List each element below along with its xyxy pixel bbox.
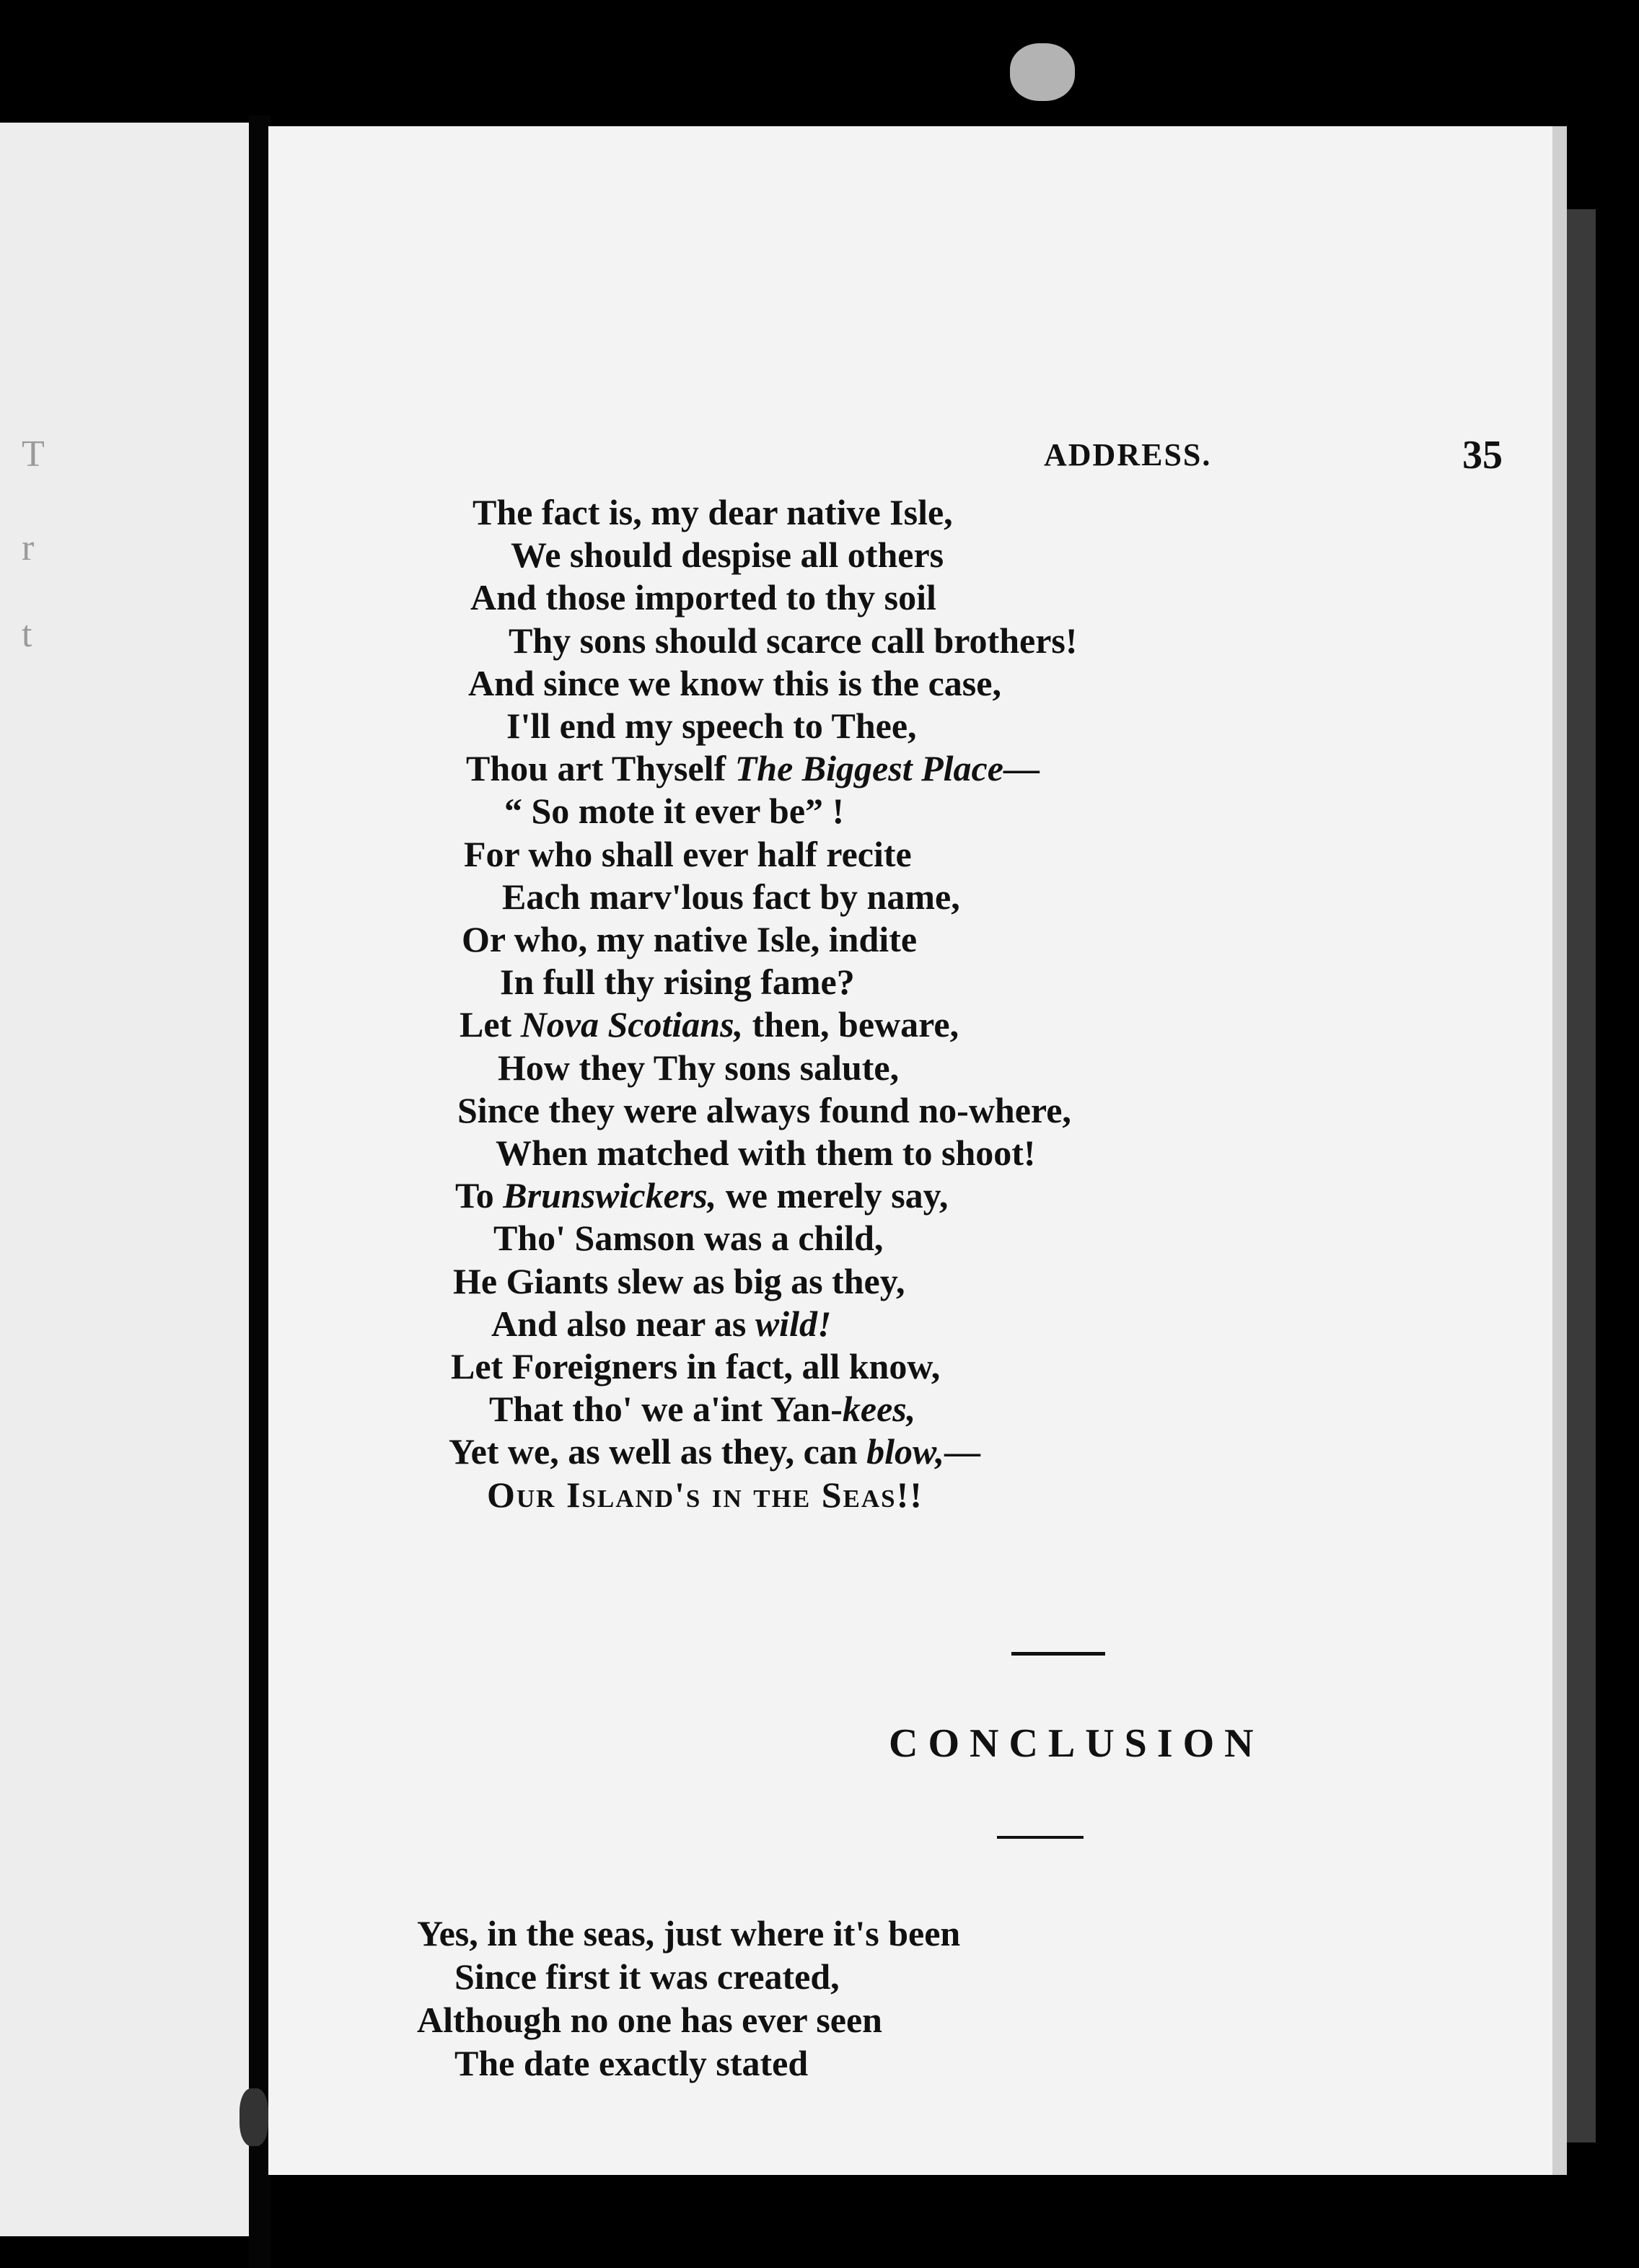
poem-line: Thy sons should scarce call brothers!	[509, 620, 1078, 661]
poem-line-text: —	[1003, 748, 1040, 789]
poem-line-emphasis: Brunswickers,	[503, 1175, 717, 1216]
poem-line	[449, 1430, 980, 1473]
poem-line-emphasis: blow,	[866, 1431, 944, 1472]
poem-line-emphasis: Nova Scotians,	[520, 1004, 744, 1045]
page-header	[268, 433, 1552, 487]
poem-line: Since first it was created,	[454, 1956, 840, 1997]
facing-page	[0, 123, 249, 2236]
facing-page-bleed-glyph: r	[22, 527, 35, 568]
poem-line: He Giants slew as big as they,	[453, 1260, 905, 1301]
poem-line: And since we know this is the case,	[468, 662, 1001, 703]
section-rule	[1011, 1652, 1105, 1656]
poem-line: “ So mote it ever be” !	[504, 791, 845, 832]
paper-damage	[240, 2088, 268, 2146]
poem-line: We should despise all others	[511, 535, 944, 576]
poem-line: Since they were always found no-where,	[457, 1089, 1071, 1130]
poem-line: When matched with them to shoot!	[496, 1133, 1036, 1173]
paper-damage	[1010, 43, 1075, 101]
poem-line: Tho' Samson was a child,	[493, 1218, 884, 1259]
poem-line	[455, 1174, 948, 1217]
poem-line: In full thy rising fame?	[500, 962, 855, 1003]
poem-line-text: then, beware,	[743, 1004, 959, 1045]
facing-page-bleed-glyph: t	[22, 614, 32, 655]
poem-line-text: Yet we, as well as they, can	[449, 1431, 867, 1472]
poem-line: Although no one has ever seen	[417, 2000, 882, 2040]
poem-line-text: To	[455, 1175, 504, 1216]
poem-line: Yes, in the seas, just where it's been	[417, 1913, 961, 1953]
book-gutter	[249, 115, 271, 2268]
poem-line: The fact is, my dear native Isle,	[473, 492, 953, 532]
running-head: ADDRESS.	[1044, 437, 1212, 472]
poem-line: Our Island's in the Seas!!	[487, 1474, 923, 1515]
poem-line-text: —	[944, 1431, 980, 1472]
poem-line: And those imported to thy soil	[470, 577, 936, 618]
poem-line: How they Thy sons salute,	[498, 1047, 900, 1088]
poem-line: For who shall ever half recite	[464, 833, 912, 874]
poem-line-emphasis: kees,	[842, 1389, 916, 1430]
section-title: CONCLUSION	[889, 1721, 1264, 1766]
book-page	[268, 126, 1567, 2175]
poem-line: Or who, my native Isle, indite	[462, 919, 918, 959]
poem-line	[489, 1387, 915, 1430]
poem-line-text: And also near as	[491, 1303, 755, 1344]
poem-line-text: Let	[460, 1004, 521, 1045]
section-rule	[997, 1836, 1084, 1839]
page-number: 35	[1462, 433, 1503, 478]
poem-line-emphasis: wild!	[755, 1303, 832, 1344]
poem-line: Each marv'lous fact by name,	[502, 876, 960, 917]
poem-line-text: That tho' we a'int Yan-	[489, 1389, 843, 1430]
poem-line: I'll end my speech to Thee,	[506, 706, 917, 746]
poem-line: Let Foreigners in fact, all know,	[451, 1346, 941, 1386]
poem-line-text: we merely say,	[716, 1175, 949, 1216]
poem-line: The date exactly stated	[454, 2043, 809, 2083]
poem-line	[491, 1302, 831, 1345]
poem-line-emphasis: The Biggest Place	[734, 748, 1003, 789]
poem-line	[466, 747, 1040, 790]
poem-line	[460, 1003, 959, 1046]
facing-page-bleed-glyph: T	[22, 434, 45, 475]
poem-line-text: Thou art Thyself	[466, 748, 735, 789]
